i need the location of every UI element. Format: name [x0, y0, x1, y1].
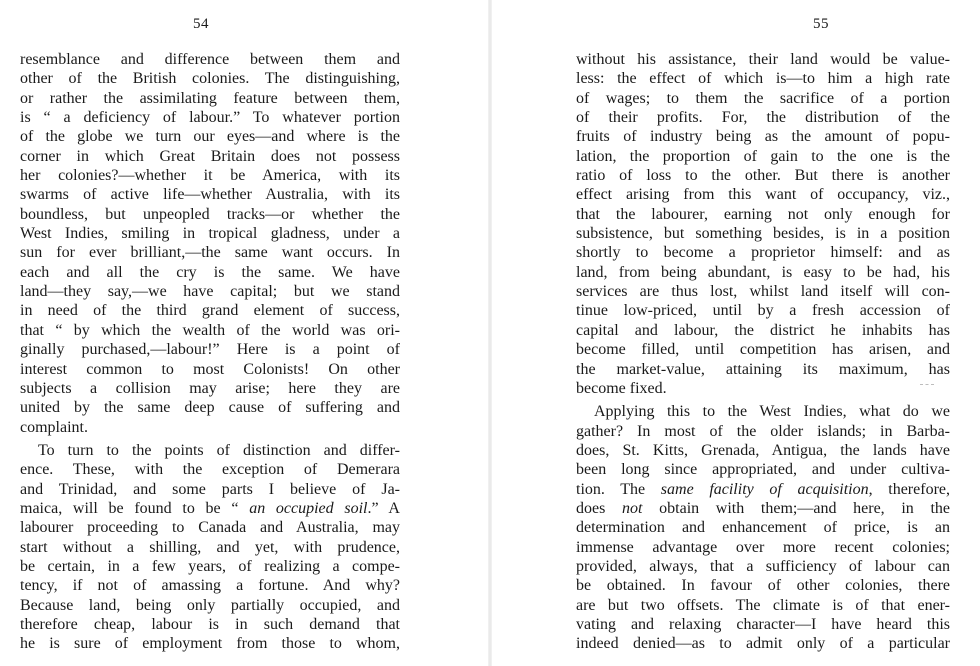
text-line: each and all the cry is the same. We have — [20, 263, 400, 281]
text-line: start without a shilling, and yet, with prudence, — [20, 538, 400, 556]
page-number: 54 — [193, 16, 209, 32]
text-line: fruits of industry being as the amount of popu- — [576, 128, 950, 146]
text-line: corner in which Great Britain does not possess — [20, 147, 400, 165]
text-line: Applying this to the West Indies, what do we — [594, 403, 950, 421]
text-line: less: the effect of which is—to him a high rate — [576, 70, 950, 88]
paragraph — [576, 50, 950, 398]
text-line: lation, the proportion of gain to the one is the — [576, 147, 950, 165]
text-line: therefore cheap, labour is in such demand that — [20, 615, 400, 633]
text-line: in need of the third grand element of success, — [20, 302, 400, 320]
text-line: labourer proceeding to Canada and Australia, may — [20, 519, 400, 537]
paragraph — [20, 50, 400, 437]
page-number: 55 — [813, 16, 829, 32]
text-line: ence. These, with the exception of Demerara — [20, 461, 400, 479]
right-page — [490, 0, 980, 666]
text-line — [20, 499, 400, 518]
text-line: Because land, being only partially occupied, and — [20, 596, 400, 614]
text-line: capital and labour, the district he inhabits has — [576, 321, 950, 339]
text-line: boundless, but unpeopled tracks—or whether the — [20, 205, 400, 223]
text-line: provided, always, that a sufficiency of labour can — [576, 557, 950, 575]
text-line: complaint. — [20, 418, 88, 436]
text-line: swarms of active life—whether Australia, with its — [20, 186, 400, 204]
text-line: of the globe we turn our eyes—and where is the — [20, 128, 400, 146]
text-line: her colonies?—whether it be America, with its — [20, 167, 400, 185]
text-line: the market-value, attaining its maximum, has — [576, 360, 950, 378]
text-line: been long since appropriated, and under cultiva- — [576, 461, 950, 479]
text-line: indeed denied—as to admit only of a particular — [576, 635, 950, 653]
paragraph — [576, 402, 950, 653]
italic-phrase: not — [622, 499, 643, 517]
text-line: subsistence, but something besides, is in a position — [576, 225, 950, 243]
text-line: become fixed. — [576, 379, 667, 397]
text-line: of wages; to them the sacrifice of a portion — [576, 89, 950, 107]
text-line: united by the same deep cause of suffering and — [20, 399, 400, 417]
text-line: West Indies, smiling in tropical gladness, under a — [20, 225, 400, 243]
text-line: does, St. Kitts, Grenada, Antigua, the lands have — [576, 441, 950, 459]
text-run: .” A — [367, 499, 400, 517]
text-line: tinue low-priced, until by a fresh accession of — [576, 302, 950, 320]
text-line: are but two offsets. The climate is of that ener- — [576, 596, 950, 614]
text-line: land, from being abundant, is easy to be had, his — [576, 263, 950, 281]
text-line: ratio of loss to the other. But there is another — [576, 167, 950, 185]
text-line: sun for ever brilliant,—the same want occurs. In — [20, 244, 400, 262]
text-line: resemblance and difference between them and — [20, 51, 400, 68]
text-line: or rather the assimilating feature between them, — [20, 89, 400, 107]
text-run: obtain with them;—and here, in the — [642, 499, 951, 517]
italic-phrase: same facility of acquisition — [660, 480, 869, 498]
text-line: ginally purchased,—labour!” Here is a point of — [20, 341, 400, 359]
text-line: subjects a collision may arise; here they are — [20, 379, 400, 397]
text-line: services are thus lost, whilst land itself will con- — [576, 283, 950, 301]
text-line: of their profits. For, the distribution of the — [576, 109, 950, 127]
text-column — [576, 50, 950, 654]
text-line: To turn to the points of distinction and differ- — [38, 441, 400, 459]
text-line: tency, if not of amassing a fortune. And why? — [20, 577, 400, 595]
text-run: maica, will be found to be “ — [20, 499, 250, 517]
text-line: vating and relaxing character—I have heard this — [576, 615, 950, 633]
paragraph — [20, 441, 400, 654]
text-column — [20, 50, 400, 654]
text-line: become filled, until competition has arisen, and — [576, 341, 950, 359]
text-line: effect arising from this want of occupancy, viz., — [576, 186, 950, 204]
text-line: immense advantage over more recent colonies; — [576, 538, 950, 556]
text-line: be certain, in a few years, of realizing a compe- — [20, 557, 400, 575]
text-line: is “ a deficiency of labour.” To whatever portion — [20, 109, 400, 127]
text-line: without his assistance, their land would be value- — [576, 51, 950, 68]
text-line — [576, 480, 950, 499]
print-mark — [920, 384, 934, 385]
text-run: , therefore, — [868, 480, 950, 498]
text-line: and Trinidad, and some parts I believe of Ja- — [20, 480, 400, 498]
text-line: shortly to become a proprietor himself: and as — [576, 244, 950, 262]
text-line: land—they say,—we have capital; but we stand — [20, 283, 400, 301]
text-line: gather? In most of the older islands; in Barba- — [576, 422, 950, 440]
text-line: he is sure of employment from those to whom, — [20, 635, 400, 653]
text-line: interest common to most Colonists! On other — [20, 360, 400, 378]
text-line: other of the British colonies. The distinguishing, — [20, 70, 400, 88]
text-run: does — [576, 499, 623, 517]
text-line: that the labourer, earning not only enough for — [576, 205, 950, 223]
text-line — [576, 499, 950, 518]
text-line: determination and enhancement of price, is an — [576, 519, 950, 537]
text-line: be obtained. In favour of other colonies, there — [576, 577, 950, 595]
text-run: tion. The — [576, 480, 661, 498]
italic-phrase: an occupied soil — [249, 499, 368, 517]
text-line: that “ by which the wealth of the world was ori- — [20, 321, 400, 339]
